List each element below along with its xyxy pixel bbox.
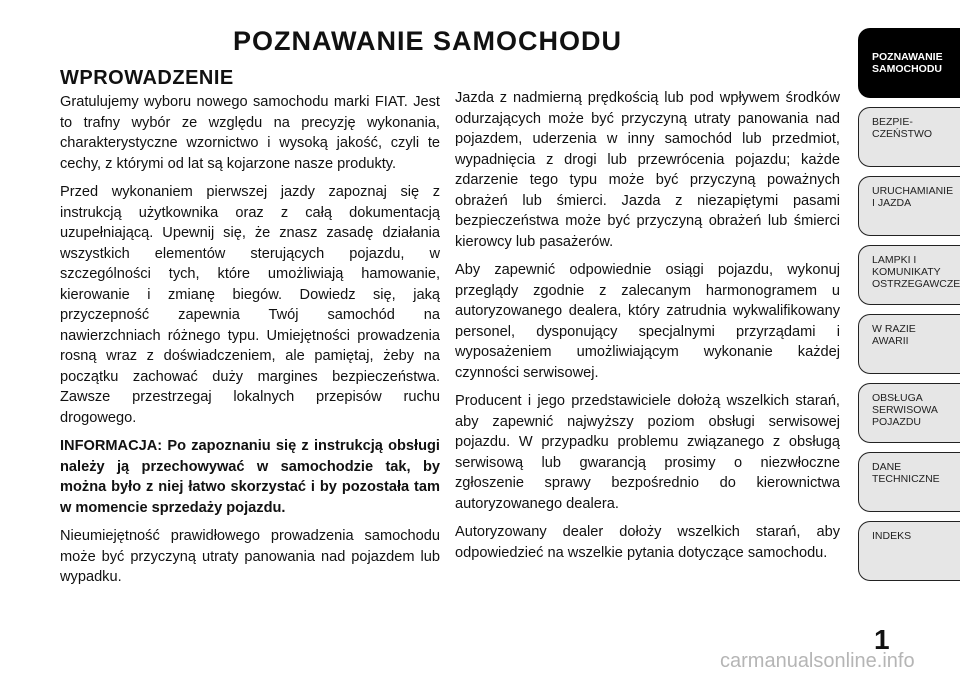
tab-label-line: POJAZDU [872,416,922,428]
tab-label-line: KOMUNIKATY [872,266,941,278]
tab-label-line: INDEKS [872,530,912,542]
tab-label-line: I JAZDA [872,197,912,209]
left-column [60,66,440,596]
tab-obsluga-serwisowa[interactable] [858,383,960,443]
watermark: carmanualsonline.info [720,650,915,672]
tab-bezpieczenstwo[interactable] [858,107,960,167]
instructions-paragraph: Przed wykonaniem pierwszej jazdy zapoznaj się z instrukcją użytkownika oraz z całą dokumentacją uzupełniającą. Upewnij się, że znasz zasadę działania wszystkich elementów sterujących pojazdu, w szczególności tych, które umożliwiają hamowanie, kierowanie i zmianę biegów. Dowiedz się, jaką przyczepność zapewnia Twój samochód na nawierzchniach różnego typu. Umiejętności prowadzenia rosną wraz z doświadczeniem, ale pamiętaj, żeby na początku zachować duży margines bezpieczeństwa. Zawsze przestrzegaj lokalnych przepisów ruchu drogowego. [60,184,440,426]
tab-lampki-i-komunikaty[interactable] [858,245,960,305]
info-note: INFORMACJA: Po zapoznaniu się z instrukcją obsługi należy ją przechowywać w samochodzie tak, by można było z niej łatwo skorzystać i by pozostała tam w momencie sprzedaży pojazdu. [60,438,440,516]
tab-uruchamianie-i-jazda[interactable] [858,176,960,236]
page-number: 1 [874,624,890,655]
tab-indeks[interactable] [858,521,960,581]
tab-label-line: AWARII [872,335,909,347]
intro-paragraph: Gratulujemy wyboru nowego samochodu marki FIAT. Jest to trafny wybór ze względu na precyzję wykonania, charakterystyczne wzornictwo i wysoką jakość, czyli te cechy, z którymi od lat są kojarzone nasze produkty. [60,94,440,172]
tab-poznawanie-samochodu[interactable] [858,28,960,98]
tab-dane-techniczne[interactable] [858,452,960,512]
tab-label-line: OBSŁUGA [872,392,923,404]
service-paragraph: Aby zapewnić odpowiednie osiągi pojazdu, wykonuj przeglądy zgodnie z zalecanym harmonogramem u autoryzowanego dealera, który zatrudnia wykwalifikowany personel, dysponujący specjalnymi przyrządami i wyposażeniem umożliwiającym wykonanie każdej czynności serwisowej. [455,262,840,381]
manufacturer-paragraph: Producent i jego przedstawiciele dołożą wszelkich starań, aby zapewnić najwyższy poziom obsługi serwisowej pojazdu. W przypadku problemu związanego z obsługą serwisową lub gwarancją prosimy o niezwłoczne zgłoszenie sprawy bezpośrednio do kierownictwa autoryzowanego dealera. [455,393,840,512]
tab-label-line: LAMPKI I [872,254,917,266]
page-title: POZNAWANIE SAMOCHODU [232,26,622,56]
chapter-tabs [858,28,960,590]
tab-label-line: DANE [872,461,902,473]
right-column [455,88,840,571]
tab-label-line: W RAZIE [872,323,916,335]
section-title: WPROWADZENIE [60,67,234,89]
tab-label-line: CZEŃSTWO [872,128,933,140]
tab-label-line: BEZPIE- [872,116,913,128]
tab-w-razie-awarii[interactable] [858,314,960,374]
tab-label-line: SERWISOWA [872,404,938,416]
tab-label-line: POZNAWANIE [872,51,943,63]
speed-warning-paragraph: Jazda z nadmierną prędkością lub pod wpływem środków odurzających może być przyczyną utraty panowania nad pojazdem, uderzenia w inny samochód lub przedmiot, wypadnięcia z drogi lub przewrócenia pojazdu; każde zdarzenie tego typu może być przyczyną poważnych obrażeń lub śmierci. Jazda z niezapiętymi pasami bezpieczeństwa może być przyczyną obrażeń lub śmierci kierowcy lub pasażerów. [455,90,840,250]
dealer-paragraph: Autoryzowany dealer dołoży wszelkich starań, aby odpowiedzieć na wszelkie pytania dotyczące samochodu. [455,524,840,561]
tab-label-line: SAMOCHODU [872,63,942,75]
warning-paragraph: Nieumiejętność prawidłowego prowadzenia samochodu może być przyczyną utraty panowania nad pojazdem lub wypadku. [60,528,440,585]
tab-label-line: URUCHAMIANIE [872,185,954,197]
tab-label-line: TECHNICZNE [872,473,940,485]
tab-label-line: OSTRZEGAWCZE [872,278,960,290]
